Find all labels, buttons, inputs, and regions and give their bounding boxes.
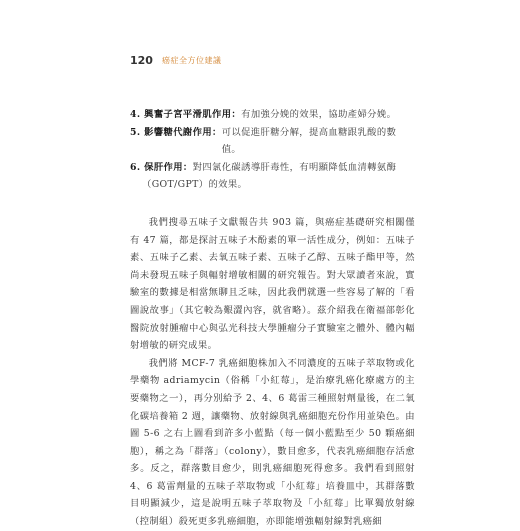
effects-list (130, 106, 415, 194)
body-paragraph (130, 355, 415, 531)
text-line: 落數目明顯減少，這是說明五味子萃取物及「小紅莓」比單獨放 (130, 480, 415, 510)
list-item-heading: 4. 興奮子宮平滑肌作用： (130, 109, 242, 120)
page-header (130, 52, 221, 68)
list-item-text: 有加強分娩的效果，協助產婦分娩。 (241, 109, 397, 120)
text-line: 我在衛福部彰化醫院放射腫瘤中心與弘光科技大學腫瘤分子實驗 (130, 304, 415, 334)
text-line: 味子素、五味子乙素、去氧五味子素、五味子乙醇、五味子酯甲 (130, 234, 415, 264)
list-item-continuation (130, 176, 415, 194)
text-line: 照射 4、6 葛雷劑量的五味子萃取物或「小紅莓」培養皿中，其群 (130, 463, 415, 492)
text-line: 我們將 MCF-7 乳癌細胞株加入不同濃度的五味子萃取物或化 (148, 357, 415, 369)
text-line: 射線（控制組）殺死更多乳癌細胞，亦即能增強輻射線對乳癌細 (130, 498, 415, 528)
text-line: 僅有 47 篇，都是探討五味子木酚素的單一活性成分，例如：五 (130, 216, 415, 246)
list-item (130, 159, 415, 177)
list-item-heading: 6. 保肝作用： (130, 161, 193, 173)
running-title: 癌症全方位建議 (161, 55, 222, 65)
text-line: 活愈多。反之，群落數目愈少，則乳癌細胞死得愈多。我們看到 (130, 445, 415, 475)
page-body (130, 106, 415, 531)
page-number: 120 (130, 53, 153, 67)
text-line: 室之體外、體內輻射增敏的研究成果。 (130, 322, 416, 352)
list-item (130, 106, 415, 124)
list-item-text: 可以促進肝糖分解，提高血糖跟乳酸的數值。 (221, 126, 397, 156)
list-item-heading: 5. 影響糖代謝作用： (130, 126, 222, 138)
text-line: 氧化碳培養箱 2 週，讓藥物、放射線與乳癌細胞充份作用並染色。 (130, 392, 415, 422)
list-item (130, 124, 415, 159)
text-line: 學藥物 adriamycin（俗稱「小紅莓」，是治療乳癌化療處方的主 (130, 375, 415, 387)
text-line: 要藥物之一），再分別給予 2、4、6 葛雷三種照射劑量後，在二 (130, 392, 406, 404)
text-line: 來說，實驗室的數據是相當無聊且乏味，因此我們就選一些容易 (130, 269, 415, 299)
text-line: 等，然尚未發現五味子與輻射增敏相關的研究報告。對大眾讀者 (130, 252, 416, 281)
list-item-text: 對四氯化碳誘導肝毒性，有明顯降低血清轉氨酶 (192, 161, 397, 173)
text-line: 胞），稱之為「群落」（colony），數目愈多，代表乳癌細胞存 (130, 445, 396, 457)
text-line: 了解的「看圖說故事」（其它較為艱澀內容，就省略）。茲介紹 (130, 287, 415, 316)
list-item-text: （GOT/GPT）的效果。 (142, 179, 248, 191)
body-paragraph (130, 214, 415, 355)
text-line: 由圖 5-6 之右上圖看到許多小藍點（每一個小藍點至少 50 顆癌細 (130, 410, 415, 440)
text-line: 我們搜尋五味子文獻報告共 903 篇，與癌症基礎研究相關 (148, 216, 406, 228)
